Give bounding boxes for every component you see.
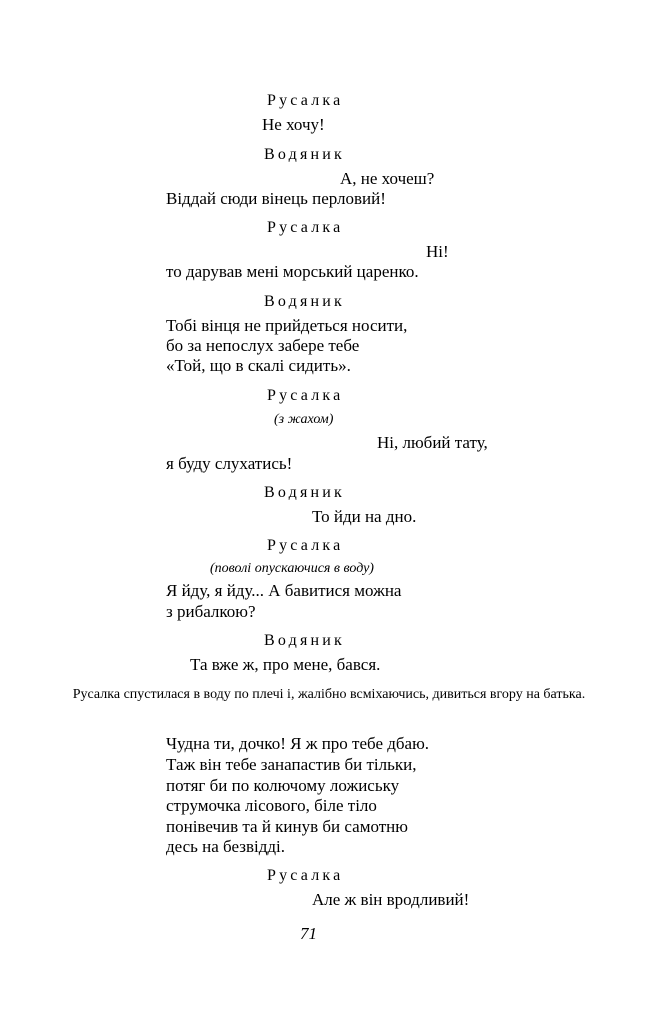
speaker-name: Водяник	[264, 293, 346, 310]
speaker-name: Русалка	[267, 387, 344, 404]
verse-line: Не хочу!	[262, 115, 325, 134]
verse-line: Та вже ж, про мене, бався.	[190, 655, 381, 674]
speaker-name: Русалка	[267, 537, 344, 554]
verse-line: Але ж він вродливий!	[312, 890, 470, 909]
stage-remark: Русалка спустилася в воду по плечі і, жалібно всміхаючись, дивиться вгору на батька.	[72, 687, 586, 702]
page-number: 71	[300, 924, 317, 943]
verse-line: Чудна ти, дочко! Я ж про тебе дбаю.	[166, 734, 430, 753]
verse-line: потяг би по колючому ложиську	[166, 776, 400, 795]
speaker-name: Русалка	[267, 219, 344, 236]
verse-line: з рибалкою?	[166, 602, 256, 621]
verse-line: Ні!	[426, 242, 449, 261]
verse-line: Ні, любий тату,	[377, 433, 488, 452]
verse-line: десь на безвідді.	[166, 837, 285, 856]
stage-direction: (поволі опускаючися в воду)	[210, 561, 374, 576]
verse-line: Віддай сюди вінець перловий!	[166, 189, 386, 208]
stage-direction: (з жахом)	[274, 412, 334, 427]
speaker-name: Водяник	[264, 632, 346, 649]
verse-line: бо за непослух забере тебе	[166, 336, 360, 355]
speaker-name: Водяник	[264, 484, 346, 501]
verse-line: понівечив та й кинув би самотню	[166, 817, 408, 836]
verse-line: я буду слухатись!	[166, 454, 293, 473]
verse-line: Я йду, я йду... А бавитися можна	[166, 581, 402, 600]
verse-line: «Той, що в скалі сидить».	[166, 356, 351, 375]
verse-line: Таж він тебе занапастив би тільки,	[166, 755, 417, 774]
verse-line: То йди на дно.	[312, 507, 417, 526]
speaker-name: Русалка	[267, 867, 344, 884]
verse-line: Тобі вінця не прийдеться носити,	[166, 316, 408, 335]
speaker-name: Русалка	[267, 92, 344, 109]
verse-line: струмочка лісового, біле тіло	[166, 796, 377, 815]
verse-line: то дарував мені морський царенко.	[166, 262, 419, 281]
verse-line: А, не хочеш?	[340, 169, 435, 188]
speaker-name: Водяник	[264, 146, 346, 163]
